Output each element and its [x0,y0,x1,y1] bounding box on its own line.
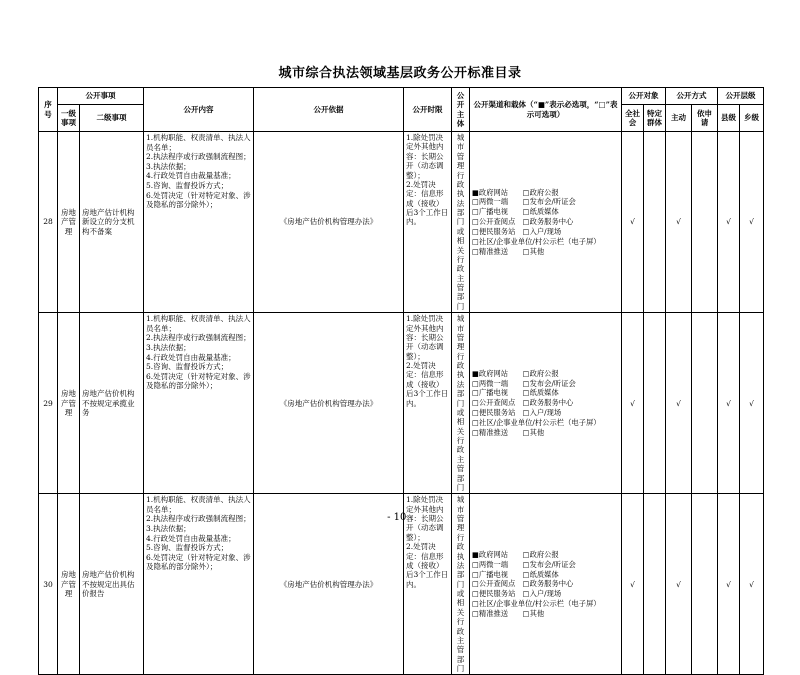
row-content [144,313,254,494]
content-line: 6.处罚决定（针对特定对象、涉及隐私的部分除外）； [146,371,251,391]
header-mode-request: 依申请 [692,105,718,132]
row-level2: 房地产估价机构不按规定出具估价报告 [80,494,144,675]
row-timelimit [404,132,452,313]
content-line: 1.机构职能、权责清单、执法人员名单； [146,133,251,152]
header-subject: 公开主体 [452,88,470,132]
channel-option: □社区/企事业单位/村公示栏（电子屏） [472,417,601,427]
content-line: 4.行政处罚自由裁量基准； [146,352,236,362]
target-specific-check [644,132,666,313]
header-matters: 公开事项 [58,88,144,105]
header-timelimit: 公开时限 [404,88,452,132]
row-subject: 城市管理行政执法部门或相关行政主管部门 [452,494,470,675]
channel-option: □公开查阅点 □政务服务中心 [472,398,574,408]
header-level2: 二级事项 [80,105,144,132]
header-target-specific: 特定群体 [644,105,666,132]
level-town-check: √ [740,132,764,313]
row-level2: 房地产估价机构不按规定承揽业务 [80,313,144,494]
content-line: 5.咨询、监督投诉方式； [146,362,229,372]
row-channels [470,132,622,313]
content-line: 1.机构职能、权责清单、执法人员名单； [146,495,251,514]
header-target: 公开对象 [622,88,666,105]
channel-option: □两微一端 □发布会/听证会 [472,197,576,207]
header-level1: 一级事项 [58,105,80,132]
timelimit-line: 2.处罚决定：信息形成（接收）后3个工作日内。 [406,361,449,408]
channel-option: □广播电视 □纸质媒体 [472,388,559,398]
row-basis: 《房地产估价机构管理办法》 [254,494,404,675]
timelimit-line: 1.除处罚决定外其他内容：长期公开（动态调整）； [406,314,444,361]
timelimit-line: 2.处罚决定：信息形成（接收）后3个工作日内。 [406,179,449,227]
channel-option: □便民服务站 □入户/现场 [472,589,562,599]
table-row [39,132,764,313]
level-town-check: √ [740,494,764,675]
channel-option: □便民服务站 □入户/现场 [472,408,562,418]
header-level-county: 县级 [718,105,740,132]
level-county-check: √ [718,494,740,675]
level-county-check: √ [718,313,740,494]
channel-option: □公开查阅点 □政务服务中心 [472,217,574,227]
channel-option: □广播电视 □纸质媒体 [472,569,559,579]
content-line: 3.执法依据； [146,524,191,534]
channel-option: □两微一端 □发布会/听证会 [472,559,576,569]
target-all-check: √ [622,313,644,494]
channel-option: □精准推送 □其他 [472,427,545,437]
row-basis: 《房地产估价机构管理办法》 [254,132,404,313]
content-line: 6.处罚决定（针对特定对象、涉及隐私的部分除外）； [146,190,251,210]
table-row [39,313,764,494]
target-all-check: √ [622,494,644,675]
page-title: 城市综合执法领域基层政务公开标准目录 [278,66,522,81]
header-content: 公开内容 [144,88,254,132]
header-target-all: 全社会 [622,105,644,132]
content-line: 2.执法程序或行政强制流程图； [146,514,251,524]
channel-option: □社区/企事业单位/村公示栏（电子屏） [472,599,601,609]
channel-option: □精准推送 □其他 [472,246,545,256]
content-line: 3.执法依据； [146,342,191,352]
content-line: 3.执法依据； [146,161,191,171]
catalog-table [38,87,764,675]
mode-active-check: √ [666,494,692,675]
channel-option: ■政府网站 □政府公报 [472,187,559,197]
channel-option: □两微一端 □发布会/听证会 [472,378,576,388]
content-line: 5.咨询、监督投诉方式； [146,543,229,553]
content-line: 5.咨询、监督投诉方式； [146,180,229,190]
timelimit-line: 1.除处罚决定外其他内容：长期公开（动态调整）； [406,133,444,180]
channel-option: □广播电视 □纸质媒体 [472,207,559,217]
channel-option: ■政府网站 □政府公报 [472,549,559,559]
channel-option: □社区/企事业单位/村公示栏（电子屏） [472,236,601,246]
timelimit-line: 2.处罚决定：信息形成（接收）后3个工作日内。 [406,542,449,589]
mode-active-check: √ [666,132,692,313]
header-level: 公开层级 [718,88,764,105]
row-seq: 28 [39,132,58,313]
header-level-town: 乡级 [740,105,764,132]
header-mode: 公开方式 [666,88,718,105]
content-line: 2.执法程序或行政强制流程图； [146,152,251,162]
row-level1: 房地产管理 [58,494,80,675]
header-mode-active: 主动 [666,105,692,132]
row-seq: 30 [39,494,58,675]
row-subject: 城市管理行政执法部门或相关行政主管部门 [452,132,470,313]
timelimit-line: 1.除处罚决定外其他内容：长期公开（动态调整）； [406,495,444,542]
mode-request-check [692,313,718,494]
level-town-check: √ [740,313,764,494]
row-basis: 《房地产估价机构管理办法》 [254,313,404,494]
level-county-check: √ [718,132,740,313]
row-timelimit [404,313,452,494]
header-channels: 公开渠道和载体（“■”表示必选项，“□”表示可选项） [470,88,622,132]
header-seq: 序号 [39,88,58,132]
row-seq: 29 [39,313,58,494]
content-line: 1.机构职能、权责清单、执法人员名单； [146,314,251,333]
mode-request-check [692,132,718,313]
channel-option: □精准推送 □其他 [472,608,545,618]
target-all-check: √ [622,132,644,313]
row-level1: 房地产管理 [58,132,80,313]
content-line: 6.处罚决定（针对特定对象、涉及隐私的部分除外）； [146,552,251,572]
channel-option: ■政府网站 □政府公报 [472,368,559,378]
row-level1: 房地产管理 [58,313,80,494]
row-channels [470,313,622,494]
content-line: 4.行政处罚自由裁量基准； [146,533,236,543]
content-line: 4.行政处罚自由裁量基准； [146,171,236,181]
header-basis: 公开依据 [254,88,404,132]
target-specific-check [644,313,666,494]
content-line: 2.执法程序或行政强制流程图； [146,333,251,343]
row-level2: 房地产估计机构新设立的分支机构不备案 [80,132,144,313]
row-subject: 城市管理行政执法部门或相关行政主管部门 [452,313,470,494]
mode-active-check: √ [666,313,692,494]
page-number: - 10 - [387,512,413,523]
channel-option: □便民服务站 □入户/现场 [472,226,562,236]
channel-option: □公开查阅点 □政务服务中心 [472,579,574,589]
row-content [144,132,254,313]
